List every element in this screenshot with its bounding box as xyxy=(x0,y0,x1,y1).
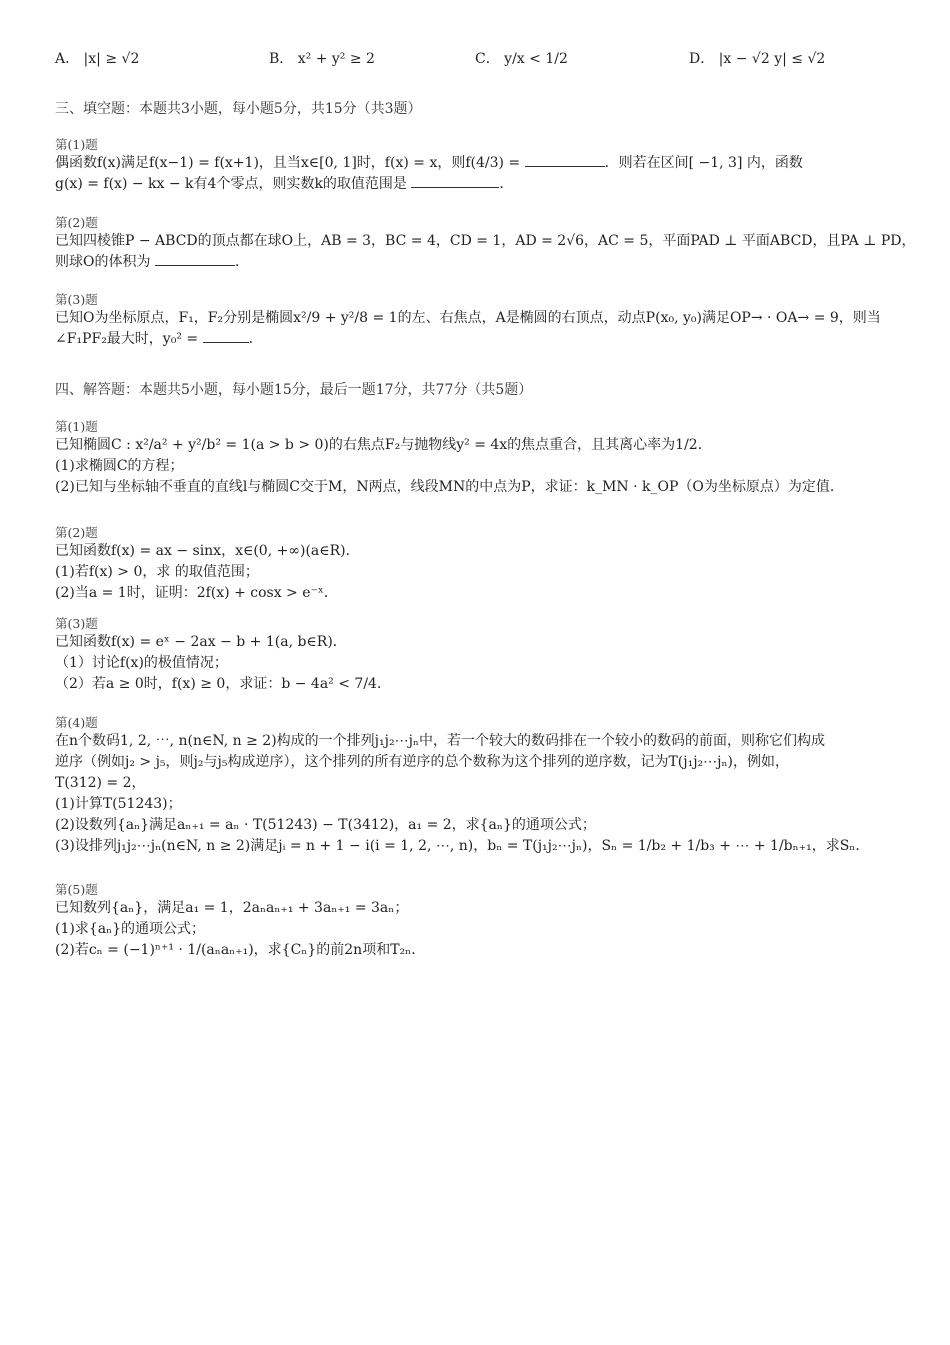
question-text: 已知O为坐标原点，F₁，F₂分别是椭圆x²/9 + y²/8 = 1的左、右焦点，A是椭圆的右顶点，动点P(x₀, y₀)满足OP→ · OA→ = 9，则当 xyxy=(55,310,881,326)
answer-blank[interactable] xyxy=(411,175,499,188)
question-header: 第(2)题 xyxy=(55,215,98,230)
question-text: 已知椭圆C : x²/a² + y²/b² = 1(a > b > 0)的右焦点F₂与抛物线y² = 4x的焦点重合，且其离心率为1/2． xyxy=(55,437,712,453)
question-text: 在n个数码1, 2, ⋯, n(n∈N, n ≥ 2)构成的一个排列j₁j₂⋯jₙ中，若一个较大的数码排在一个较小的数码的前面，则称它们构成 xyxy=(55,733,825,749)
question-part: (1)计算T(51243)； xyxy=(55,796,182,812)
fill-question-3: 第(3)题 已知O为坐标原点，F₁，F₂分别是椭圆x²/9 + y²/8 = 1的左、右焦点，A是椭圆的右顶点，动点P(x₀, y₀)满足OP→ · OA→ = 9，则当 ∠F₁PF₂最大时，y₀² = ． xyxy=(55,291,905,350)
answer-blank[interactable] xyxy=(203,330,249,343)
fill-question-1: 第(1)题 偶函数f(x)满足f(x−1) = f(x+1)，且当x∈[0, 1]时，f(x) = x，则f(4/3) = ．则若在区间[ −1, 3] 内，函数 g(x) = f(x) − kx − k有4个零点，则实数k的取值范围是 ． xyxy=(55,136,905,195)
question-part: （1）讨论f(x)的极值情况； xyxy=(55,655,228,671)
choice-options xyxy=(55,48,915,70)
question-part: (1)求椭圆C的方程； xyxy=(55,458,184,474)
question-text: 已知数列{aₙ}，满足a₁ = 1，2aₙaₙ₊₁ + 3aₙ₊₁ = 3aₙ； xyxy=(55,900,409,916)
question-text: 已知函数f(x) = ax − sinx，x∈(0, +∞)(a∈R)． xyxy=(55,543,360,559)
question-header: 第(3)题 xyxy=(55,292,98,307)
fill-question-2: 第(2)题 已知四棱锥P − ABCD的顶点都在球O上，AB = 3，BC = 4，CD = 1，AD = 2√6，AC = 5，平面PAD ⊥ 平面ABCD，且PA ⊥ PD， 则球O的体积为 ． xyxy=(55,215,916,270)
question-header: 第(1)题 xyxy=(55,419,98,434)
answer-question-4 xyxy=(55,714,905,857)
question-text: T(312) = 2， xyxy=(55,775,146,791)
section-title-answer: 四、解答题：本题共5小题，每小题15分，最后一题17分，共77分（共5题） xyxy=(55,382,533,398)
question-text: 已知四棱锥P − ABCD的顶点都在球O上，AB = 3，BC = 4，CD = 1，AD = 2√6，AC = 5，平面PAD ⊥ 平面ABCD，且PA ⊥ PD， xyxy=(55,233,916,249)
question-text: 已知函数f(x) = eˣ − 2ax − b + 1(a, b∈R)． xyxy=(55,634,347,650)
question-header: 第(1)题 xyxy=(55,137,98,152)
question-text: 则球O的体积为 xyxy=(55,254,151,270)
answer-blank[interactable] xyxy=(155,253,235,266)
question-part: （2）若a ≥ 0时，f(x) ≥ 0，求证：b − 4a² < 7/4． xyxy=(55,676,391,692)
option-a[interactable]: A． |x| ≥ √2 xyxy=(55,51,140,67)
question-part: (2)设数列{aₙ}满足aₙ₊₁ = aₙ · T(51243) − T(3412)，a₁ = 2，求{aₙ}的通项公式； xyxy=(55,817,596,833)
question-part: (2)若cₙ = (−1)ⁿ⁺¹ · 1/(aₙaₙ₊₁)，求{Cₙ}的前2n项和T₂ₙ． xyxy=(55,942,426,958)
question-part: (1)若f(x) > 0，求 的取值范围； xyxy=(55,564,259,580)
question-part: (3)设排列j₁j₂⋯jₙ(n∈N, n ≥ 2)满足jᵢ = n + 1 − i(i = 1, 2, ⋯, n)，bₙ = T(j₁j₂⋯jₙ)，Sₙ = 1/b₂ + 1/b₃ + ⋯ + 1/bₙ₊₁，求Sₙ． xyxy=(55,838,870,854)
answer-question-2 xyxy=(55,524,905,604)
answer-question-3 xyxy=(55,615,905,695)
question-part: (2)当a = 1时，证明：2f(x) + cosx > e⁻ˣ． xyxy=(55,585,338,601)
option-b[interactable]: B． x² + y² ≥ 2 xyxy=(269,51,375,67)
question-text: ∠F₁PF₂最大时，y₀² = xyxy=(55,331,199,347)
question-text: g(x) = f(x) − kx − k有4个零点，则实数k的取值范围是 xyxy=(55,176,407,192)
question-text: 偶函数f(x)满足f(x−1) = f(x+1)，且当x∈[0, 1]时，f(x) = x，则f(4/3) = xyxy=(55,155,521,171)
question-header: 第(3)题 xyxy=(55,616,98,631)
question-header: 第(4)题 xyxy=(55,715,98,730)
section-title-fill-in: 三、填空题：本题共3小题，每小题5分，共15分（共3题） xyxy=(55,101,422,117)
question-header: 第(2)题 xyxy=(55,525,98,540)
question-part: (2)已知与坐标轴不垂直的直线l与椭圆C交于M，N两点，线段MN的中点为P，求证：k_MN · k_OP（O为坐标原点）为定值． xyxy=(55,479,844,495)
question-text: ．则若在区间[ −1, 3] 内，函数 xyxy=(604,155,803,171)
question-header: 第(5)题 xyxy=(55,882,98,897)
answer-question-5 xyxy=(55,881,905,961)
option-c[interactable]: C． y/x < 1/2 xyxy=(475,51,568,67)
option-d[interactable]: D． |x − √2 y| ≤ √2 xyxy=(689,51,826,67)
question-part: (1)求{aₙ}的通项公式； xyxy=(55,921,206,937)
answer-question-1 xyxy=(55,418,905,498)
question-text: 逆序（例如j₂ > j₅，则j₂与j₅构成逆序），这个排列的所有逆序的总个数称为这个排列的逆序数，记为T(j₁j₂⋯jₙ)，例如， xyxy=(55,754,790,770)
answer-blank[interactable] xyxy=(525,154,605,167)
